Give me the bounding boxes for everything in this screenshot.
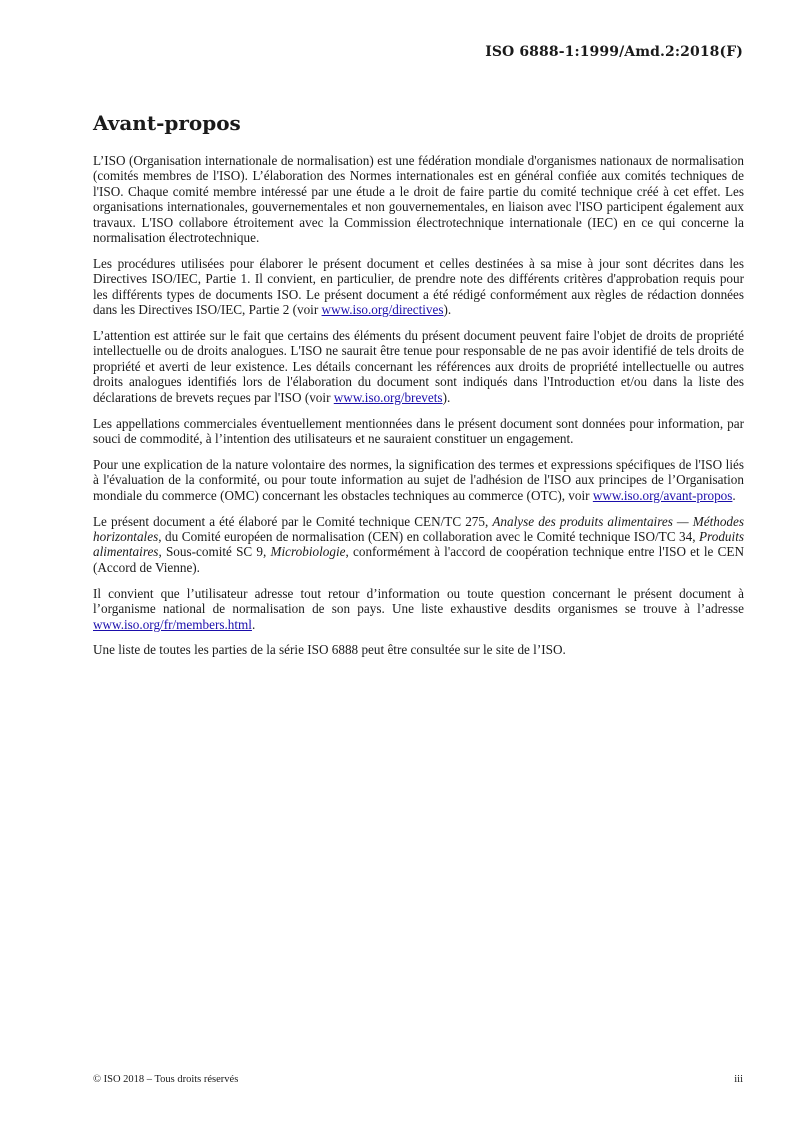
document-header-reference: ISO 6888-1:1999/Amd.2:2018(F) bbox=[485, 44, 743, 60]
paragraph bbox=[93, 457, 744, 503]
text-run: . bbox=[732, 487, 736, 503]
foreword-body bbox=[93, 153, 744, 668]
paragraph bbox=[93, 256, 744, 318]
paragraph bbox=[93, 642, 744, 657]
paragraph bbox=[93, 153, 744, 245]
text-run: ). bbox=[443, 302, 452, 318]
paragraph bbox=[93, 514, 744, 576]
italic-text: Analyse des produits alimentaires — Méthodes horizontales bbox=[93, 513, 744, 545]
paragraph bbox=[93, 586, 744, 632]
paragraph bbox=[93, 328, 744, 405]
link[interactable]: www.iso.org/fr/members.html bbox=[93, 616, 252, 632]
text-run: , Sous-comité SC 9, bbox=[158, 544, 271, 560]
text-run: , conformément à l'accord de coopération technique entre l'ISO et le CEN (Accord de Vienne). bbox=[93, 544, 744, 575]
text-run: Les appellations commerciales éventuellement mentionnées dans le présent document sont données pour information, par souci de commodité, à l’intention des utilisateurs et ne sauraient constituer un engagement. bbox=[93, 415, 744, 446]
text-run: Le présent document a été élaboré par le Comité technique CEN/TC 275, bbox=[93, 513, 493, 529]
link[interactable]: www.iso.org/directives bbox=[321, 302, 444, 318]
text-run: L’attention est attirée sur le fait que certains des éléments du présent document peuvent faire l'objet de droits de propriété intellectuelle ou de droits analogues. L'ISO ne saurait être tenue pour responsable de ne pas avoir identifié de tels droits de propriété et averti de leur existence. Les détails concernant les références aux droits de propriété intellectuelle ou autres droits analogues identifiés lors de l'élaboration du document sont indiqués dans l'Introduction et/ou dans la liste des déclarations de brevets reçues par l'ISO (voir bbox=[93, 328, 744, 405]
page-title: Avant-propos bbox=[93, 111, 241, 135]
text-run: Il convient que l’utilisateur adresse tout retour d’information ou toute question concernant le présent document à l’organisme national de normalisation de son pays. Une liste exhaustive desdits organismes se trouve à l’adresse bbox=[93, 585, 744, 617]
text-run: Pour une explication de la nature volontaire des normes, la signification des termes et expressions spécifiques de l'ISO liés à l'évaluation de la conformité, ou pour toute information au sujet de l'adhésion de l'ISO aux principes de l’Organisation mondiale du commerce (OMC) concernant les obstacles techniques au commerce (OTC), voir bbox=[93, 456, 744, 503]
text-run: L’ISO (Organisation internationale de normalisation) est une fédération mondiale d'organismes nationaux de normalisation (comités membres de l'ISO). L’élaboration des Normes internationales est en général confiée aux comités techniques de l'ISO. Chaque comité membre intéressé par une étude a le droit de faire partie du comité technique créé à cet effet. Les organisations internationales, gouvernementales et non gouvernementales, en liaison avec l'ISO participent également aux travaux. L'ISO collabore étroitement avec la Commission électrotechnique internationale (IEC) en ce qui concerne la normalisation électrotechnique. bbox=[93, 153, 744, 246]
link[interactable]: www.iso.org/avant-propos bbox=[592, 487, 733, 503]
italic-text: Microbiologie bbox=[270, 544, 346, 560]
footer-copyright: © ISO 2018 – Tous droits réservés bbox=[93, 1074, 239, 1085]
footer-page-number: iii bbox=[734, 1074, 743, 1085]
paragraph bbox=[93, 416, 744, 447]
italic-text: Produits alimentaires bbox=[93, 529, 744, 560]
text-run: Les procédures utilisées pour élaborer le présent document et celles destinées à sa mise à jour sont décrites dans les Directives ISO/IEC, Partie 1. Il convient, en particulier, de prendre note des différents critères d'approbation requis pour les différents types de documents ISO. Le présent document a été rédigé conformément aux règles de rédaction données dans les Directives ISO/IEC, Partie 2 (voir bbox=[93, 255, 744, 318]
text-run: Une liste de toutes les parties de la série ISO 6888 peut être consultée sur le site de l’ISO. bbox=[93, 642, 566, 658]
text-run: , du Comité européen de normalisation (CEN) en collaboration avec le Comité technique ISO/TC 34, bbox=[158, 529, 700, 545]
text-run: ). bbox=[442, 389, 451, 405]
text-run: . bbox=[251, 616, 256, 632]
link[interactable]: www.iso.org/brevets bbox=[333, 389, 443, 405]
